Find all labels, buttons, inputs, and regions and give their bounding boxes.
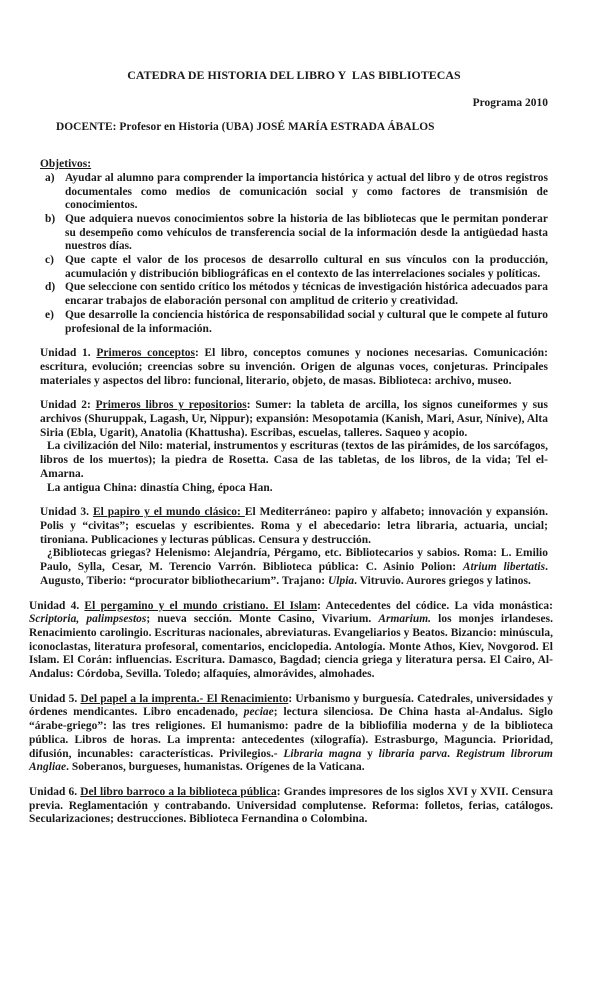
objetivo-text-a: Ayudar al alumno para comprender la importancia histórica y actual del libro y de otros registros documentales como medios de comunicación social y como factores de transmisión de conocimientos. [65, 171, 548, 212]
unidad-3-bibliotecas-paragraph: ¿Bibliotecas griegas? Helenismo: Alejandría, Pérgamo, etc. Bibliotecarios y sabios. Roma: L. Emilio Paulo, Sylla, Cesar, M. Terencio Varrón. Biblioteca pública: C. Asinio Polion: Atrium libertatis. Augusto, Tiberio: “procurator bibliothecarium”. Trajano: Ulpia. Vitruvio. Aurores griegos y latinos. [40, 547, 548, 587]
unidad-2-paragraph: Unidad 2: Primeros libros y repositorios: Sumer: la tableta de arcilla, los signos cuneiformes y sus archivos (Shuruppak, Lagash, Ur, Nippur); expansión: Mesopotamia (Kanish, Mari, Asur, Nínive), Alta Siria (Ebla, Ugarit), Anatolia (Khattusha). Escribas, escuelas, talleres. Saqueo y acopio. [40, 399, 548, 439]
objetivo-letter-b: b) [45, 212, 56, 225]
unidad-2-nilo-paragraph: La civilización del Nilo: material, instrumentos y escrituras (textos de las pirámides, de los sarcófagos, libros de los muertos); la piedra de Rosetta. Casa de las tabletas, de los libros, de la vida; Tel el-Amarna. [40, 440, 548, 480]
unidades-section [29, 347, 554, 827]
objetivo-item-b [40, 213, 548, 254]
unidad-5-paragraph: Unidad 5. Del papel a la imprenta.- El Renacimiento: Urbanismo y burguesía. Catedrales, universidades y órdenes mendicantes. Libro encadenado, peciae; lectura silenciosa. De China hasta al-Andalus. Siglo “árabe-griego”: las tres religiones. El humanismo: padre de la bibliofilia moderna y de la biblioteca pública. Libros de horas. La imprenta: antecedentes (xilografía). Estrasburgo, Maguncia. Prioridad, difusión, incunables: características. Privilegios.- Libraria magna y libraria parva. Registrum librorum Angliae. Soberanos, burgueses, humanistas. Orígenes de la Vaticana. [29, 692, 554, 774]
unidad-3-paragraph: Unidad 3. El papiro y el mundo clásico: El Mediterráneo: papiro y alfabeto; innovación y expansión. Polis y “civitas”; escuelas y escribientes. Roma y el abecedario: letra libraria, actuaria, uncial; tironiana. Publicaciones y lecturas públicas. Censura y destrucción. [40, 506, 548, 546]
unidad-4-paragraph: Unidad 4. El pergamino y el mundo cristiano. El Islam: Antecedentes del códice. La vida monástica: Scriptoria, palimpsestos; nueva sección. Monte Casino, Vivarium. Armarium. los monjes irlandeses. Renacimiento carolingio. Escrituras nacionales, abreviaturas. Evangeliarios y Beatos. Bizancio: minúscula, iconoclastas, literatura profesoral, comentarios, enciclopedia. Antología. Monte Athos, Kiev, Novgorod. El Islam. El Corán: influencias. Escritura. Damasco, Bagdad; ciencia griega y literatura persa. El Cairo, Al-Andalus: Córdoba, Sevilla. Toledo; alfaquíes, almorávides, almohades. [29, 599, 554, 681]
unidad-1-paragraph: Unidad 1. Primeros conceptos: El libro, conceptos comunes y nociones necesarias. Comunicación: escritura, evolución; creencias sobre su invención. Origen de algunas voces, conjeturas. Principales materiales y aspectos del libro: funcional, literario, objeto, de masas. Biblioteca: archivo, museo. [40, 347, 548, 387]
objetivo-item-c [40, 254, 548, 281]
objetivos-heading [40, 158, 548, 172]
objetivo-letter-e: e) [45, 308, 54, 321]
objetivo-letter-d: d) [45, 281, 56, 294]
objetivos-list [40, 172, 548, 336]
objetivo-item-a [40, 172, 548, 213]
objetivo-letter-a: a) [45, 171, 55, 184]
objetivo-item-d [40, 281, 548, 308]
objetivo-text-c: Que capte el valor de los procesos de desarrollo cultural en sus vínculos con la producción, acumulación y distribución bibliográficas en el contexto de las interrelaciones sociales y políticas. [65, 254, 548, 280]
objetivo-text-e: Que desarrolle la conciencia histórica de responsabilidad social y cultural que le compete al futuro profesional de la información. [65, 308, 548, 335]
document-title: CATEDRA DE HISTORIA DEL LIBRO Y LAS BIBLIOTECAS [127, 68, 461, 82]
unidad-2-china-paragraph: La antigua China: dinastía Ching, época Han. [47, 481, 273, 494]
objetivo-text-b: Que adquiera nuevos conocimientos sobre la historia de las bibliotecas que le permitan ponderar su desempeño como vehículos de transferencia social de la información desde la antigüedad hasta nuestros días. [65, 212, 548, 253]
objetivo-item-e [40, 309, 548, 336]
unidad-6-paragraph: Unidad 6. Del libro barroco a la biblioteca pública: Grandes impresores de los siglos XVI y XVII. Censura previa. Reglamentación y contrabando. Universidad complutense. Reforma: folletos, ferias, catálogos. Secularizaciones; destrucciones. Biblioteca Fernandina o Colombina. [29, 785, 553, 826]
objetivo-letter-c: c) [45, 254, 54, 267]
objetivos-heading-text: Objetivos: [40, 158, 92, 171]
program-year: Programa 2010 [472, 96, 548, 109]
docente-line: DOCENTE: Profesor en Historia (UBA) JOSÉ MARÍA ESTRADA ÁBALOS [56, 121, 435, 134]
objetivo-text-d: Que seleccione con sentido crítico los métodos y técnicas de investigación histórica adecuados para encarar trabajos de elaboración personal con amplitud de criterio y creatividad. [65, 281, 548, 308]
